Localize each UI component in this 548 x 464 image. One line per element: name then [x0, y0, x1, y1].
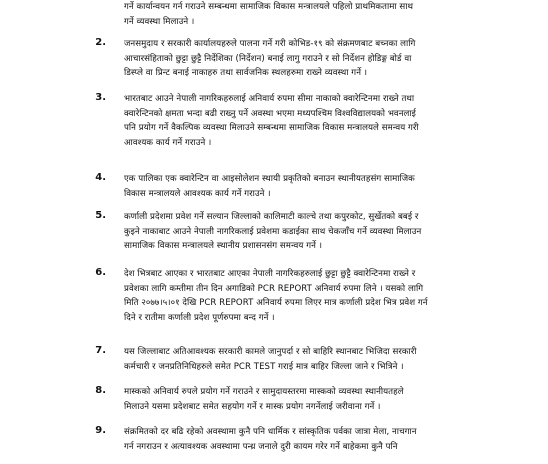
text-line: यस जिल्लाबाट अतिआवश्यक सरकारी कामले जानुपर्दा र सो बाहिरि स्थानबाट भिजिदा सरकारी	[124, 347, 417, 357]
item-text	[124, 37, 542, 81]
text-line: देश भित्रबाट आएका र भारतबाट आएका नेपाली नागरिकहरुलाई छुट्टा छुट्टै क्वारेन्टिनमा राख्ने र	[124, 269, 416, 279]
item-text	[124, 425, 542, 454]
item-number: 4.	[95, 172, 106, 183]
text-line: आचारसंहिताको छुट्टा छुट्टै निर्देशिका (निर्देशन) बनाई लागु गराउने र सो निर्देशन होडिङ्ग बोर्ड वा	[124, 53, 412, 64]
text-line: गर्ने व्यवस्था मिलाउने ।	[124, 16, 195, 27]
text-line: पनि प्रयोग गर्ने वैकल्पिक व्यवस्था मिलाउने सम्बन्धमा सामाजिक विकास मन्त्रालयले समन्वय गरी	[124, 123, 419, 133]
text-line: जनसमुदाय र सरकारी कार्यालयहरुले पालना गर्ने गरी कोभिड-१९ को संक्रमणबाट बच्नका लागि	[124, 39, 416, 49]
text-line: भारतबाट आउने नेपाली नागरिकहरुलाई अनिवार्य रुपमा सीमा नाकाको क्वारेन्टिनमा राख्ने तथा	[124, 94, 415, 104]
item-text	[124, 210, 542, 254]
item-text	[124, 172, 542, 201]
item-text	[124, 385, 542, 414]
text-line: कर्णाली प्रदेशमा प्रवेश गर्ने सल्यान जिल्लाको कालिमाटी काल्चे तथा कपुरकोट, सुर्खेतको बबई र	[124, 212, 419, 222]
item-text	[124, 267, 542, 325]
text-line: मिति २०७७।५।०१ देखि PCR REPORT अनिवार्य रुपमा लिएर मात्र कर्णाली प्रदेश भित्र प्रवेश गर्न	[124, 298, 428, 308]
text-line: दिने र रातीमा कर्णाली प्रदेश पूर्णरुपमा बन्द गर्ने ।	[124, 312, 275, 323]
text-line: कर्मचारी र जनप्रतिनिधिहरुले समेत PCR TEST गराई मात्र बाहिर जिल्ला जाने र भित्रिने ।	[124, 361, 404, 372]
continued-paragraph	[124, 0, 539, 29]
text-line: मास्कको अनिवार्य रुपले प्रयोग गर्ने गराउने र सामुदायस्तरमा मास्कको व्यवस्था स्थानीयतहले	[124, 387, 404, 397]
item-number: 5.	[95, 210, 106, 221]
text-line: संक्रमितको दर बढि रहेको अवस्थामा कुनै पनि धार्मिक र सांस्कृतिक पर्वका जात्रा मेला, नाचगान	[124, 427, 417, 437]
text-line: मिलाउने यसमा प्रदेशबाट समेत सहयोग गर्ने र मास्क प्रयोग नगर्नेलाई जरीवाना गर्ने ।	[124, 401, 381, 412]
text-line: गर्ने कार्यान्वयन गर्न गराउने सम्बन्धमा सामाजिक विकास मन्त्रालयले पहिलो प्राथमिकतामा साथ	[124, 2, 414, 12]
text-line: एक पालिका एक क्वारेन्टिन वा आइसोलेशन स्थायी प्रकृतिको बनाउन स्थानीयतहसंग सामाजिक	[124, 174, 415, 184]
text-line: विकास मन्त्रालयले आवश्यक कार्य गर्ने गराउने ।	[124, 188, 271, 199]
text-line: क्वारेन्टिनको क्षमता भन्दा बढी राख्नु पर्ने अवस्था भएमा मध्यपश्चिम विश्वविद्यालयको भवनलाई	[124, 108, 416, 119]
item-number: 6.	[95, 267, 106, 278]
text-line: गर्न नगराउन र अत्यावश्यक अवस्थामा पन्ध्र जनाले दुरी कायम गरेर गर्ने बाहेकमा कुनै पनि	[124, 441, 398, 452]
text-line: प्रवेशका लागि कम्तीमा तीन दिन अगाडिको PCR REPORT अनिवार्य रुपमा लिने । यसको लागि	[124, 283, 424, 294]
text-line: कुइने नाकाबाट आउने नेपाली नागरिकलाई प्रवेशमा कडाईका साथ चेकजाँच गर्ने व्यवस्था मिलाउन	[124, 226, 422, 237]
item-number: 2.	[95, 37, 106, 48]
item-text	[124, 345, 542, 374]
item-number: 8.	[95, 385, 106, 396]
item-number: 7.	[95, 345, 106, 356]
text-line: आवश्यक कार्य गर्ने गराउने ।	[124, 137, 212, 148]
text-line: सामाजिक विकास मन्त्रालयले स्थानीय प्रशासनसंग समन्वय गर्ने ।	[124, 241, 323, 251]
text-line: डिस्प्ले वा प्रिन्ट बनाई नाकाहरु तथा सार्वजनिक स्थलहरुमा राख्ने व्यवस्था गर्ने ।	[124, 68, 368, 78]
item-text	[124, 92, 542, 150]
item-number: 9.	[95, 425, 106, 436]
item-number: 3.	[95, 92, 106, 103]
